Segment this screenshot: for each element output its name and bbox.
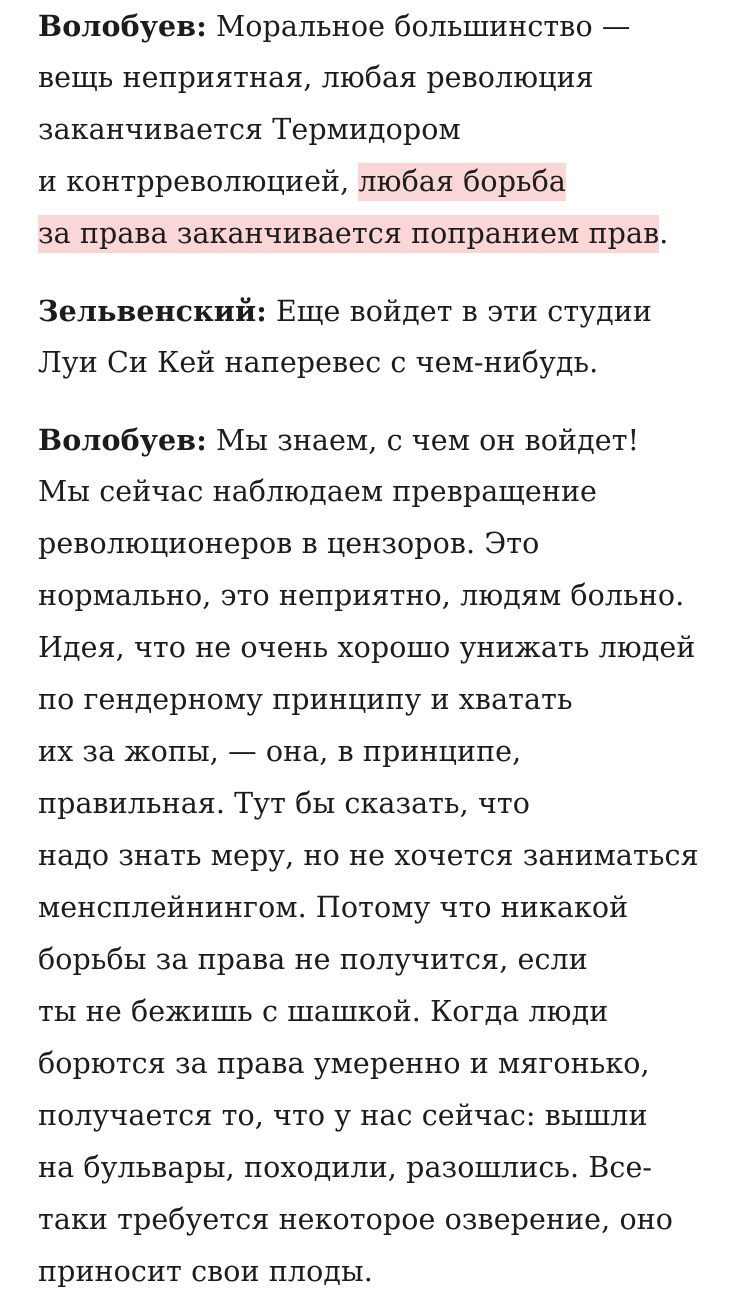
line-text: таки требуется некоторое озверение, оно (38, 1203, 674, 1236)
text-line (38, 0, 738, 52)
text-line (38, 156, 738, 208)
line-text: по гендерному принципу и хватать (38, 683, 573, 716)
line-text: Моральное большинство — (206, 10, 631, 43)
speaker-name: Волобуев: (38, 9, 207, 43)
text-line (38, 986, 738, 1038)
line-text: менсплейнингом. Потому что никакой (38, 891, 629, 924)
text-line (38, 466, 738, 518)
text-line (38, 934, 738, 986)
text-line (38, 414, 738, 466)
dialogue-paragraph (38, 0, 738, 260)
line-text: их за жопы, — она, в принципе, (38, 735, 522, 768)
line-text: революционеров в цензоров. Это (38, 527, 540, 560)
line-text: Мы сейчас наблюдаем превращение (38, 475, 598, 508)
text-line (38, 1194, 738, 1246)
text-line (38, 622, 738, 674)
line-text: правильная. Тут бы сказать, что (38, 787, 531, 820)
dialogue-paragraph (38, 285, 738, 389)
line-text: Идея, что не очень хорошо унижать людей (38, 631, 696, 664)
article-body (38, 0, 738, 1298)
text-line (38, 1142, 738, 1194)
line-text: Еще войдет в эти студии (266, 295, 652, 328)
text-line (38, 674, 738, 726)
text-line (38, 518, 738, 570)
line-text: заканчивается Термидором (38, 113, 461, 146)
text-line (38, 882, 738, 934)
text-line (38, 830, 738, 882)
text-line (38, 285, 738, 337)
text-line (38, 1038, 738, 1090)
line-text: на бульвары, походили, разошлись. Все- (38, 1151, 653, 1184)
text-line (38, 52, 738, 104)
text-line (38, 778, 738, 830)
text-line (38, 337, 738, 389)
paragraph-gap (38, 260, 738, 285)
line-text: и контрреволюцией, (38, 165, 359, 198)
line-text: Мы знаем, с чем он войдет! (206, 424, 640, 457)
text-line (38, 1090, 738, 1142)
line-text: борьбы за права не получится, если (38, 943, 588, 976)
line-text: нормально, это неприятно, людям больно. (38, 579, 685, 612)
text-line (38, 726, 738, 778)
speaker-name: Волобуев: (38, 423, 207, 457)
line-text: . (659, 217, 669, 250)
text-line (38, 208, 738, 260)
line-text: приносит свои плоды. (38, 1255, 373, 1288)
line-text: получается то, что у нас сейчас: вышли (38, 1099, 648, 1132)
line-text: Луи Си Кей наперевес с чем-нибудь. (38, 346, 599, 379)
paragraph-gap (38, 389, 738, 414)
line-text: вещь неприятная, любая революция (38, 61, 594, 94)
text-line (38, 570, 738, 622)
highlighted-text[interactable]: любая борьба (358, 163, 566, 201)
text-line (38, 104, 738, 156)
line-text: надо знать меру, но не хочется заниматься (38, 839, 699, 872)
speaker-name: Зельвенский: (38, 294, 267, 328)
highlighted-text[interactable]: за права заканчивается попранием прав (38, 215, 659, 253)
line-text: борются за права умеренно и мягонько, (38, 1047, 650, 1080)
text-line (38, 1246, 738, 1298)
line-text: ты не бежишь с шашкой. Когда люди (38, 995, 609, 1028)
dialogue-paragraph (38, 414, 738, 1298)
